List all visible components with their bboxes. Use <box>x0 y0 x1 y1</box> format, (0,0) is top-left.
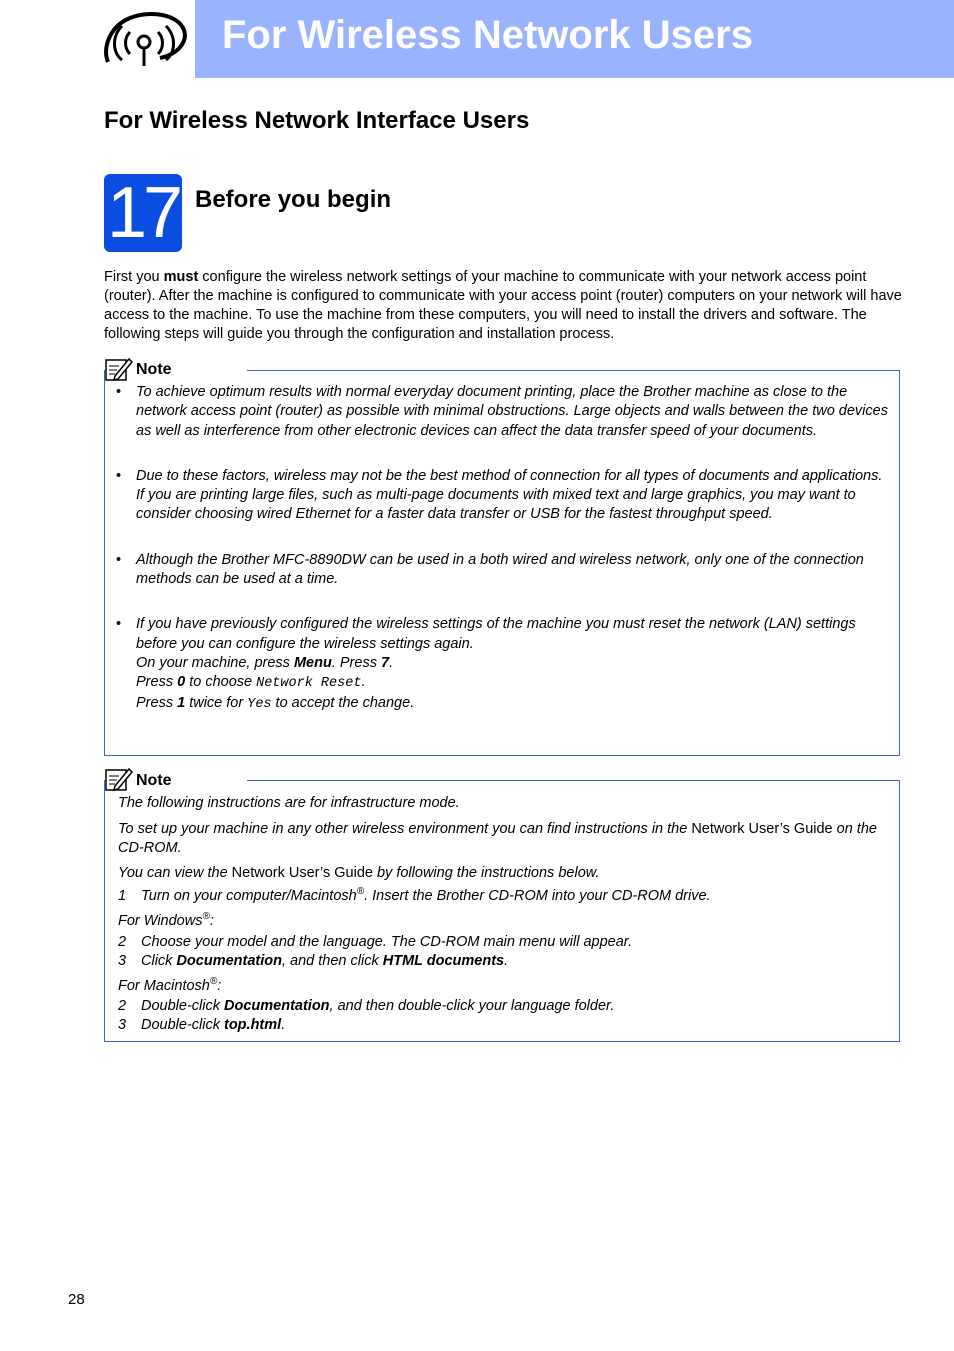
step-title: Before you begin <box>195 186 392 213</box>
page-title: For Wireless Network Users <box>222 13 753 57</box>
platform-heading: For Macintosh®: <box>118 976 222 994</box>
note-label: Note <box>136 361 172 378</box>
step-number-badge: 17 <box>104 174 182 252</box>
list-item: • To achieve optimum results with normal everyday document printing, place the Brother machine as close to the network access point (router) as possible with minimal obstructions. Large objects and walls between the two devices as well as interference from other electronic devices can affect the data transfer speed of your documents. <box>116 384 888 439</box>
instruction-step: 2 Choose your model and the language. The CD-ROM main menu will appear. <box>118 934 633 950</box>
note-label: Note <box>136 772 172 789</box>
list-item: • Although the Brother MFC-8890DW can be used in a both wired and wireless network, only one of the connection methods can be used at a time. <box>116 551 864 588</box>
note-text: To set up your machine in any other wireless environment you can find instructions in the Network User’s Guide on the CD-ROM. <box>118 821 877 856</box>
instruction-step: 3 Click Documentation, and then click HTML documents. <box>118 953 509 969</box>
instruction-step: 3 Double-click top.html. <box>118 1017 286 1033</box>
wireless-antenna-icon <box>100 8 188 70</box>
list-item: • If you have previously configured the wireless settings of the machine you must reset the network (LAN) settings before you can configure the wireless settings again. On your machine, press Menu. Press 7. Press 0 to choose Network Reset. Press 1 twice for Yes to accept the change. <box>116 616 856 712</box>
list-item: • Due to these factors, wireless may not be the best method of connection for all types of documents and applications. If you are printing large files, such as multi-page documents with mixed text and large graphics, you may want to consider choosing wired Ethernet for a faster data transfer or USB for the fastest throughput speed. <box>116 467 883 523</box>
instruction-step: 1 Turn on your computer/Macintosh®. Insert the Brother CD-ROM into your CD-ROM drive. <box>118 886 711 904</box>
page-number: 28 <box>68 1291 85 1308</box>
intro-paragraph: First you must configure the wireless network settings of your machine to communicate with your network access point (router). After the machine is configured to communicate with your access point (router) computers on your network will have access to the machine. To use the machine from these computers, you will need to install the drivers and software. The following steps will guide you through the configuration and installation process. <box>104 269 902 342</box>
section-title: For Wireless Network Interface Users <box>104 107 530 134</box>
platform-heading: For Windows®: <box>118 911 214 929</box>
instruction-step: 2 Double-click Documentation, and then double-click your language folder. <box>118 998 615 1014</box>
note-text: The following instructions are for infrastructure mode. <box>118 795 460 811</box>
note-bullet-list <box>114 383 888 714</box>
note-text: You can view the Network User’s Guide by following the instructions below. <box>118 865 600 881</box>
